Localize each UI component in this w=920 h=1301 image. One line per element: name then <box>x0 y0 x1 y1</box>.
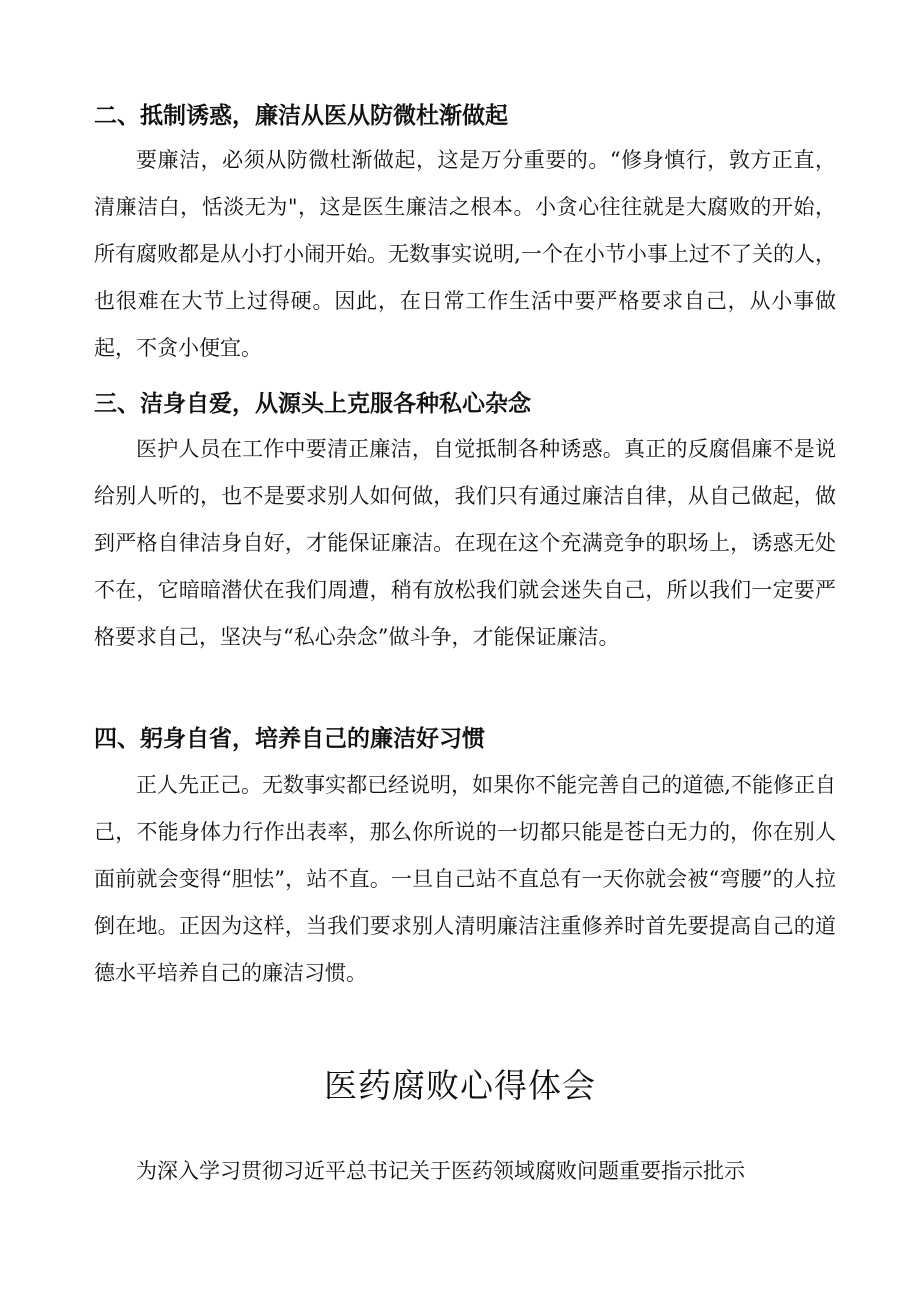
section-heading-3: 三、洁身自爱，从源头上克服各种私心杂念 <box>94 391 531 417</box>
section-paragraph-3: 医护人员在工作中要清正廉洁，自觉抵制各种诱惑。真正的反腐倡廉不是说给别人听的，也不是要求别人如何做，我们只有通过廉洁自律，从自己做起，做到严格自律洁身自好，才能保证廉洁。在现在这个充满竞争的职场上，诱惑无处不在，它暗暗潜伏在我们周遭，稍有放松我们就会迷失自己，所以我们一定要严格要求自己，坚决与“私心杂念”做斗争，才能保证廉洁。 <box>94 437 836 649</box>
document-title: 医药腐败心得体会 <box>324 1066 596 1105</box>
intro-paragraph: 为深入学习贯彻习近平总书记关于医药领域腐败问题重要指示批示 <box>136 1159 745 1183</box>
section-heading-4: 四、躬身自省，培养自己的廉洁好习惯 <box>94 726 485 752</box>
section-paragraph-4: 正人先正己。无数事实都已经说明，如果你不能完善自己的道德,不能修正自己，不能身体力行作出表率，那么你所说的一切都只能是苍白无力的，你在别人面前就会变得“胆怯”，站不直。一旦自己站不直总有一天你就会被“弯腰”的人拉倒在地。正因为这样，当我们要求别人清明廉洁注重修养时首先要提高自己的道德水平培养自己的廉洁习惯。 <box>94 773 836 985</box>
section-heading-2: 二、抵制诱惑，廉洁从医从防微杜渐做起 <box>94 103 508 129</box>
section-paragraph-2: 要廉洁，必须从防微杜渐做起，这是万分重要的。“修身慎行，敦方正直，清廉洁白，恬淡无为"，这是医生廉洁之根本。小贪心往往就是大腐败的开始，所有腐败都是从小打小闹开始。无数事实说明,一个在小节小事上过不了关的人，也很难在大节上过得硬。因此，在日常工作生活中要严格要求自己，从小事做起，不贪小便宜。 <box>94 148 836 360</box>
